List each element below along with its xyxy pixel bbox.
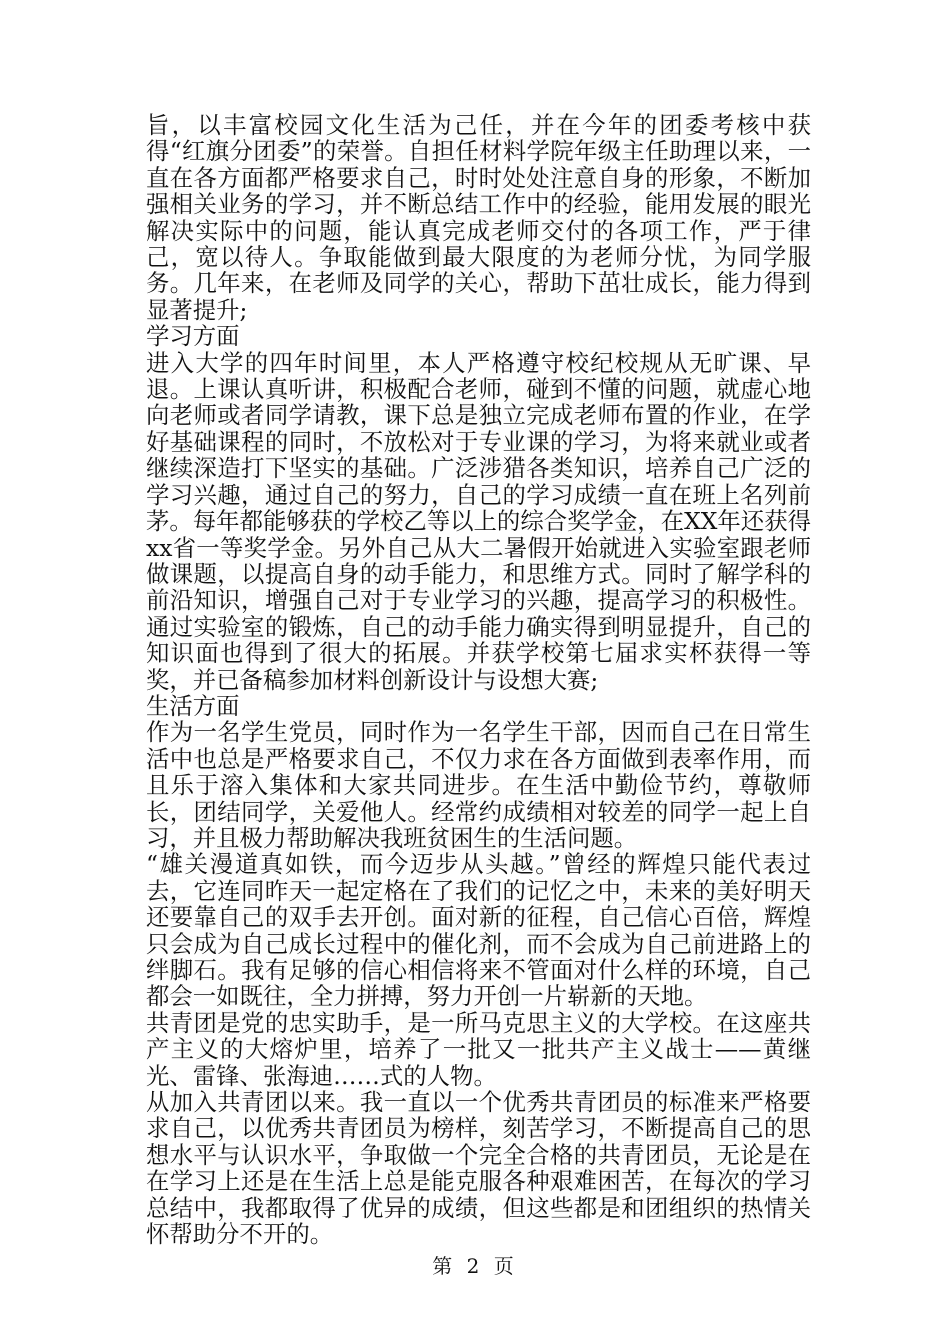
paragraph-joining: 从加入共青团以来。我一直以一个优秀共青团员的标准来严格要求自己，以优秀共青团员为榜样，刻苦学习，不断提高自己的思想水平与认识水平，争取做一个完全合格的共青团员，无论是在在学习上还是在生活上总是能克服各种艰难困苦，在每次的学习总结中，我都取得了优异的成绩，但这些都是和团组织的热情关怀帮助分不开的。 — [146, 1088, 811, 1249]
document-body — [146, 112, 811, 1247]
paragraph-youth-league: 共青团是党的忠实助手，是一所马克思主义的大学校。在这座共产主义的大熔炉里，培养了一批又一批共产主义战士——黄继光、雷锋、张海迪……式的人物。 — [146, 1008, 811, 1090]
paragraph-study: 进入大学的四年时间里，本人严格遵守校纪校规从无旷课、早退。上课认真听讲，积极配合老师，碰到不懂的问题，就虚心地向老师或者同学请教，课下总是独立完成老师布置的作业，在学好基础课程的同时，不放松对于专业课的学习，为将来就业或者继续深造打下坚实的基础。广泛涉猎各类知识，培养自己广泛的学习兴趣，通过自己的努力，自己的学习成绩一直在班上名列前茅。每年都能够获的学校乙等以上的综合奖学金，在XX年还获得xx省一等奖学金。另外自己从大二暑假开始就进入实验室跟老师做课题，以提高自身的动手能力，和思维方式。同时了解学科的前沿知识，增强自己对于专业学习的兴趣，提高学习的积极性。通过实验室的锻炼，自己的动手能力确实得到明显提升，自己的知识面也得到了很大的拓展。并获学校第七届求实杯获得一等奖，并已备稿参加材料创新设计与设想大赛; — [146, 348, 811, 694]
paragraph-quote: “雄关漫道真如铁，而今迈步从头越。”曾经的辉煌只能代表过去，它连同昨天一起定格在了我们的记忆之中，未来的美好明天还要靠自己的双手去开创。面对新的征程，自己信心百倍，辉煌只会成为自己成长过程中的催化剂，而不会成为自己前进路上的绊脚石。我有足够的信心相信将来不管面对什么样的环境，自己都会一如既往，全力拼搏，努力开创一片崭新的天地。 — [146, 850, 811, 1011]
section-heading-life: 生活方面 — [146, 691, 240, 720]
section-heading-study: 学习方面 — [146, 322, 240, 351]
page-number: 第 2 页 — [432, 1254, 518, 1278]
paragraph-continuation: 旨，以丰富校园文化生活为己任，并在今年的团委考核中获得“红旗分团委”的荣誉。自担任材料学院年级主任助理以来，一直在各方面都严格要求自己，时时处处注意自身的形象，不断加强相关业务的学习，并不断总结工作中的经验，能用发展的眼光解决实际中的问题，能认真完成老师交付的各项工作，严于律己，宽以待人。争取能做到最大限度的为老师分忧，为同学服务。几年来，在老师及同学的关心，帮助下茁壮成长，能力得到显著提升; — [146, 111, 811, 324]
paragraph-life: 作为一名学生党员，同时作为一名学生干部，因而自己在日常生活中也总是严格要求自己，不仅力求在各方面做到表率作用，而且乐于溶入集体和大家共同进步。在生活中勤俭节约，尊敬师长，团结同学，关爱他人。经常约成绩相对较差的同学一起上自习，并且极力帮助解决我班贫困生的生活问题。 — [146, 718, 811, 852]
